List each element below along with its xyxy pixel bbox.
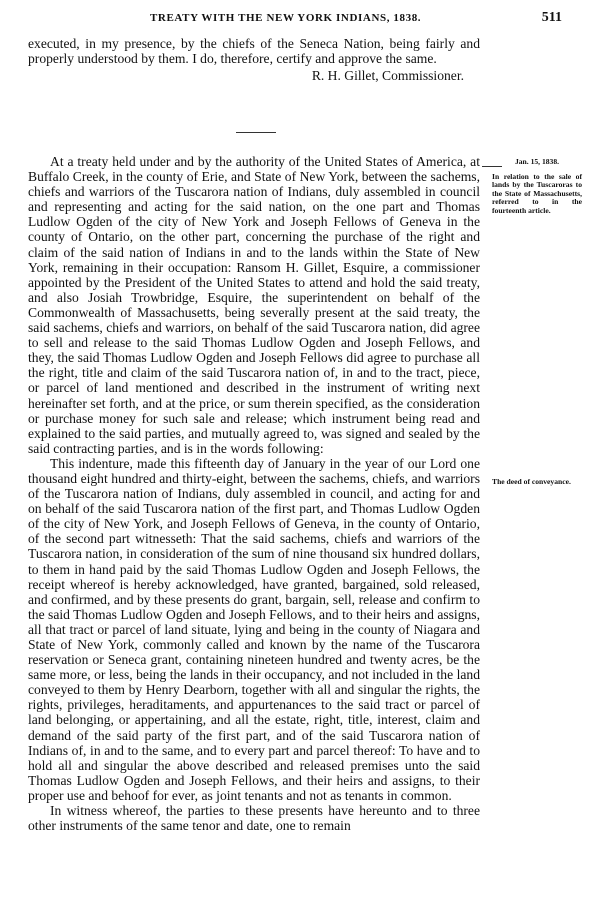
page-number: 511 [541,10,562,25]
margin-note-deed [492,478,582,487]
treaty-preamble-paragraph: At a treaty held under and by the authority of the United States of America, at Buffalo Creek, in the county of Erie, and State of New York, between the sachems, chiefs and warriors of the Tuscarora nation of Indians, duly assembled in council and representing and acting for the said nation, on the one part and Thomas Ludlow Ogden of the city of New York and Joseph Fellows of Geneva in the county of Ontario, on the other part, concerning the purchase of the right and claim of the said nation of Indians in and to the lands within the State of New York, remaining in their occupation: Ransom H. Gillet, Esquire, a commissioner appointed by the President of the United States to attend and hold the said treaty, and also Josiah Trowbridge, Esquire, the superintendent on behalf of the Commonwealth of Massachusetts, being severally present at the said treaty, the said sachems, chiefs and warriors, on behalf of the said Tuscarora nation, did agree to sell and release to the said Thomas Ludlow Ogden and Joseph Fellows, and they, the said Thomas Ludlow Ogden and Joseph Fellows did agree to purchase all the right, title and claim of the said Tuscarora nation of, in and to the tract, piece, or parcel of land mentioned and described in the instrument of writing next hereinafter set forth, and at the price, or sum therein specified, as the consideration or purchase money for such sale and release; which instrument being read and explained to the said parties, and mutually agreed to, was signed and sealed by the said contracting parties, and is in the words following: [28,154,480,456]
margin-date: Jan. 15, 1838. [514,157,560,166]
running-title: TREATY WITH THE NEW YORK INDIANS, 1838. [150,12,422,24]
indenture-paragraph: This indenture, made this fifteenth day of January in the year of our Lord one thousand eight hundred and thirty-eight, between the sachems, chiefs, and warriors of the Tuscarora nation of Indians, duly assembled in council, and acting for and on behalf of the said Tuscarora nation of the first part, and Thomas Ludlow Ogden of the city of New York, and Joseph Fellows of Geneva, in the county of Ontario, of the second part witnesseth: That the said sachems, chiefs and warriors of the Tuscarora nation, in consideration of the sum of nine thousand six hundred dollars, to them in hand paid by the said Thomas Ludlow Ogden and Joseph Fellows, the receipt whereof is hereby acknowledged, have granted, bargained, sold released, and confirmed, and by these presents do grant, bargain, sell, release and confirm to the said Thomas Ludlow Ogden and Joseph Fellows, and to their heirs and assigns, all that tract or parcel of land situate, lying and being in the county of Niagara and State of New York, commonly called and known by the name of the Tuscarora reservation or Seneca grant, containing nineteen hundred and twenty acres, be the same more, or less, being the lands in their occupancy, and not included in the land conveyed to them by Henry Dearborn, together with all and singular the rights, the rights, privileges, heraditaments, and appurtenances to the said tract or parcel of land belonging, or appertaining, and all the estate, right, title, interest, claim and demand of the said party of the first part, and of the said Tuscarora nation of Indians of, in and to the same, and to every part and parcel thereof: To have and to hold all and singular the above described and released premises unto the said Thomas Ludlow Ogden and Joseph Fellows, and their heirs and assigns, to their proper use and behoof for ever, as joint tenants and not as tenants in common. [28,455,480,803]
intro-paragraph: executed, in my presence, by the chiefs of the Seneca Nation, being fairly and properly understood by them. I do, therefore, certify and approve the same. [28,36,480,67]
treaty-body [28,154,480,833]
margin-note-relation [492,158,582,216]
section-divider [236,132,276,133]
margin-note-deed-text: The deed of conveyance. [492,477,571,486]
margin-note-relation-text: In relation to the sale of lands by the Tuscaroras to the State of Massachusetts, referred to in the fourteenth article. [492,171,582,215]
intro-block [28,36,480,83]
commissioner-signature: R. H. Gillet, Commissioner. [311,68,464,84]
witness-paragraph: In witness whereof, the parties to these presents have hereunto and to three other instruments of the same tenor and date, one to remain [28,803,480,834]
